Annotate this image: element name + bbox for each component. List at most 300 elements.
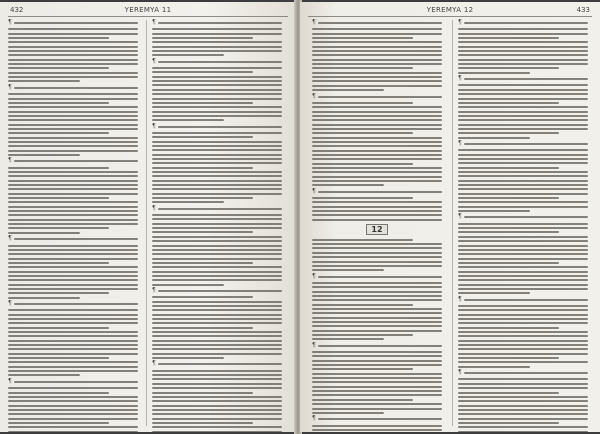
text-line (458, 431, 588, 432)
text-line (312, 54, 442, 56)
paragraph-start (458, 20, 588, 26)
text-line (458, 292, 530, 294)
text-line (8, 331, 138, 333)
text-line (8, 374, 80, 376)
text-line (318, 418, 442, 420)
text-line (312, 28, 442, 30)
text-line (318, 345, 442, 347)
text-line (458, 318, 588, 320)
text-line (458, 54, 588, 56)
text-line (458, 67, 559, 69)
text-line (8, 249, 138, 251)
text-line (464, 299, 588, 301)
text-line (8, 223, 138, 225)
text-line (312, 176, 442, 178)
text-line (458, 102, 559, 104)
pilcrow-icon: ¶ (152, 360, 156, 368)
text-line (14, 381, 138, 383)
paragraph-start (312, 20, 442, 26)
text-line (152, 357, 224, 359)
text-line (312, 46, 442, 48)
text-line (458, 413, 588, 415)
text-line (458, 240, 588, 242)
text-line (8, 188, 138, 190)
text-line (312, 145, 442, 147)
pilcrow-icon: ¶ (312, 272, 316, 280)
text-line (458, 206, 588, 208)
text-line (318, 22, 442, 24)
text-line (312, 373, 442, 375)
text-line (152, 344, 282, 346)
text-line (312, 115, 442, 117)
text-line (152, 314, 282, 316)
text-line (312, 425, 442, 427)
text-line (318, 96, 442, 98)
text-line (8, 93, 138, 95)
text-line (312, 386, 442, 388)
text-line (152, 305, 282, 307)
text-line (312, 197, 413, 199)
text-line (458, 119, 588, 121)
text-line (8, 418, 138, 420)
text-line (8, 309, 138, 311)
text-line (152, 171, 282, 173)
text-line (312, 403, 442, 405)
text-line (152, 318, 282, 320)
text-line (8, 297, 80, 299)
text-line (312, 63, 442, 65)
text-line (152, 236, 282, 238)
pilcrow-icon: ¶ (458, 139, 462, 147)
text-line (312, 325, 442, 327)
text-line (8, 344, 138, 346)
text-line (158, 22, 282, 24)
paragraph-start (458, 214, 588, 220)
text-line (458, 279, 588, 281)
text-line (8, 327, 109, 329)
pilcrow-icon: ¶ (8, 299, 12, 307)
text-line (152, 37, 253, 39)
text-line (312, 106, 442, 108)
text-line (8, 201, 138, 203)
text-line (152, 71, 253, 73)
text-line (312, 76, 442, 78)
text-line (8, 357, 109, 359)
text-line (152, 322, 282, 324)
text-line (312, 72, 442, 74)
text-line (152, 340, 282, 342)
text-line (152, 50, 282, 52)
text-line (8, 76, 138, 78)
text-line (152, 136, 253, 138)
text-line (8, 288, 138, 290)
text-line (152, 141, 282, 143)
text-line (312, 377, 442, 379)
paragraph-start (312, 343, 442, 349)
text-line (312, 252, 442, 254)
text-line (152, 275, 282, 277)
text-line (158, 61, 282, 63)
text-line (458, 305, 588, 307)
text-line (152, 431, 282, 432)
text-line (312, 269, 384, 271)
text-line (152, 180, 282, 182)
text-line (458, 111, 588, 113)
text-line (8, 422, 109, 424)
text-line (8, 206, 138, 208)
text-line (8, 253, 138, 255)
paragraph-start (312, 94, 442, 100)
paragraph-start (8, 85, 138, 91)
text-line (158, 208, 282, 210)
paragraph-start (458, 141, 588, 147)
text-line (312, 394, 442, 396)
text-line (458, 275, 588, 277)
text-line (312, 163, 413, 165)
text-line (8, 214, 138, 216)
pilcrow-icon: ¶ (8, 83, 12, 91)
text-line (152, 197, 253, 199)
text-line (312, 282, 442, 284)
text-line (458, 201, 588, 203)
pilcrow-icon: ¶ (312, 187, 316, 195)
text-line (8, 171, 138, 173)
text-line (318, 276, 442, 278)
right-running-head: YEREMYA 12 (426, 6, 474, 14)
pilcrow-icon: ¶ (8, 19, 12, 26)
text-line (312, 239, 413, 241)
text-line (312, 41, 442, 43)
text-line (8, 184, 138, 186)
text-line (152, 396, 282, 398)
text-line (152, 296, 253, 298)
text-line (8, 50, 138, 52)
text-line (152, 413, 282, 415)
left-page-header (10, 6, 286, 16)
text-line (152, 67, 282, 69)
text-line (8, 46, 138, 48)
text-line (8, 396, 138, 398)
text-line (312, 265, 442, 267)
text-line (8, 59, 138, 61)
text-line (152, 353, 282, 355)
text-line (152, 154, 282, 156)
text-line (312, 210, 442, 212)
text-line (8, 271, 138, 273)
text-line (152, 93, 282, 95)
pilcrow-icon: ¶ (152, 286, 156, 294)
text-line (458, 63, 588, 65)
text-line (8, 106, 138, 108)
pilcrow-icon: ¶ (458, 295, 462, 303)
text-line (8, 292, 109, 294)
text-line (458, 167, 559, 169)
text-line (458, 418, 588, 420)
text-line (8, 392, 109, 394)
text-line (458, 284, 588, 286)
text-line (458, 262, 559, 264)
text-line (152, 28, 282, 30)
text-line (312, 261, 442, 263)
text-line (152, 301, 282, 303)
text-line (8, 314, 138, 316)
text-line (458, 236, 588, 238)
text-line (8, 413, 138, 415)
text-line (152, 84, 282, 86)
text-line (14, 87, 138, 89)
text-line (152, 374, 282, 376)
text-line (312, 291, 442, 293)
text-line (458, 46, 588, 48)
text-line (458, 348, 588, 350)
text-line (8, 335, 138, 337)
left-running-head: YEREMYA 11 (124, 6, 172, 14)
text-line (8, 167, 109, 169)
text-line (152, 76, 282, 78)
text-line (152, 149, 282, 151)
text-line (152, 162, 282, 164)
paragraph-start (458, 370, 588, 376)
text-line (152, 102, 253, 104)
text-line (152, 33, 282, 35)
text-line (152, 231, 253, 233)
text-line (312, 85, 442, 87)
text-line (318, 191, 442, 193)
text-line (312, 399, 413, 401)
text-line (8, 132, 109, 134)
text-line (458, 253, 588, 255)
paragraph-start (8, 379, 138, 385)
text-line (458, 84, 588, 86)
text-line (8, 340, 138, 342)
text-line (8, 245, 138, 247)
text-line (458, 41, 588, 43)
text-line (312, 184, 384, 186)
text-line (312, 206, 442, 208)
paragraph-start (152, 59, 282, 65)
text-line (312, 150, 442, 152)
text-line (8, 67, 109, 69)
text-line (152, 98, 282, 100)
text-line (458, 175, 588, 177)
text-line (458, 340, 588, 342)
text-line (8, 262, 109, 264)
text-line (152, 218, 282, 220)
text-line (458, 197, 559, 199)
text-line (458, 158, 588, 160)
left-column-divider (146, 20, 147, 426)
text-line (458, 37, 559, 39)
paragraph-start (152, 361, 282, 367)
pilcrow-icon: ¶ (458, 369, 462, 377)
text-line (152, 258, 282, 260)
text-line (312, 37, 413, 39)
text-line (312, 321, 442, 323)
text-line (8, 150, 138, 152)
text-line (458, 132, 559, 134)
text-line (152, 214, 282, 216)
text-line (152, 167, 253, 169)
text-line (312, 412, 384, 414)
text-line (158, 363, 282, 365)
text-line (8, 28, 138, 30)
text-line (312, 381, 442, 383)
pilcrow-icon: ¶ (312, 19, 316, 26)
text-line (458, 128, 588, 130)
text-line (8, 366, 138, 368)
text-line (458, 33, 588, 35)
text-line (152, 245, 282, 247)
text-line (312, 408, 442, 410)
text-line (152, 405, 282, 407)
text-line (152, 262, 253, 264)
paragraph-start (8, 20, 138, 26)
pilcrow-icon: ¶ (8, 157, 12, 165)
text-line (458, 405, 588, 407)
text-line (152, 193, 282, 195)
text-line (14, 303, 138, 305)
text-line (312, 119, 442, 121)
text-line (458, 409, 588, 411)
text-line (312, 89, 384, 91)
paragraph-start (458, 297, 588, 303)
text-line (458, 93, 588, 95)
text-line (458, 188, 588, 190)
text-line (14, 22, 138, 24)
text-line (312, 67, 413, 69)
text-line (312, 80, 442, 82)
text-line (152, 158, 282, 160)
paragraph-start (312, 416, 442, 422)
text-line (8, 400, 138, 402)
text-line (8, 431, 138, 432)
text-line (152, 335, 282, 337)
right-page-header (310, 6, 590, 16)
text-line (312, 364, 442, 366)
text-line (8, 353, 138, 355)
text-line (458, 400, 588, 402)
text-line (152, 184, 282, 186)
text-line (158, 290, 282, 292)
text-line (312, 429, 442, 431)
text-line (312, 286, 442, 288)
text-line (152, 223, 282, 225)
paragraph-start (8, 236, 138, 242)
text-line (312, 355, 442, 357)
paragraph-start (152, 124, 282, 130)
text-line (312, 214, 442, 216)
text-line (8, 405, 138, 407)
text-line (8, 102, 109, 104)
text-line (458, 383, 588, 385)
text-line (152, 409, 282, 411)
pilcrow-icon: ¶ (152, 57, 156, 65)
right-column-divider (452, 20, 453, 426)
text-line (152, 266, 282, 268)
text-line (8, 128, 138, 130)
text-line (8, 426, 138, 428)
text-line (312, 351, 442, 353)
text-line (152, 348, 282, 350)
text-line (8, 409, 138, 411)
text-line (152, 284, 224, 286)
text-line (152, 418, 282, 420)
text-line (458, 322, 588, 324)
text-line (458, 231, 559, 233)
text-line (458, 344, 588, 346)
text-line (458, 271, 588, 273)
text-line (8, 154, 80, 156)
text-line (8, 54, 138, 56)
text-line (152, 253, 282, 255)
text-line (158, 126, 282, 128)
text-line (8, 193, 138, 195)
pilcrow-icon: ¶ (458, 19, 462, 26)
text-line (312, 158, 442, 160)
text-line (152, 201, 224, 203)
right-header-rule (308, 16, 592, 17)
text-line (152, 46, 282, 48)
text-line (152, 249, 282, 251)
text-line (8, 318, 138, 320)
pilcrow-icon: ¶ (458, 75, 462, 83)
text-line (152, 331, 282, 333)
text-line (152, 240, 282, 242)
text-line (458, 396, 588, 398)
text-line (8, 227, 109, 229)
text-line (152, 80, 282, 82)
right-page (300, 2, 600, 432)
text-line (458, 258, 588, 260)
text-line (312, 247, 442, 249)
right-page-column-1 (312, 20, 442, 426)
text-line (458, 227, 588, 229)
text-line (458, 249, 588, 251)
text-line (458, 245, 588, 247)
text-line (312, 368, 413, 370)
left-page-column-2 (152, 20, 282, 426)
text-line (152, 327, 253, 329)
text-line (8, 137, 138, 139)
text-line (8, 41, 138, 43)
text-line (458, 124, 588, 126)
text-line (458, 422, 559, 424)
text-line (458, 223, 588, 225)
text-line (458, 353, 588, 355)
text-line (312, 390, 442, 392)
text-line (312, 334, 413, 336)
text-line (312, 50, 442, 52)
text-line (312, 132, 413, 134)
text-line (8, 119, 138, 121)
text-line (8, 275, 138, 277)
text-line (464, 216, 588, 218)
text-line (8, 387, 138, 389)
text-line (312, 295, 442, 297)
text-line (458, 426, 588, 428)
paragraph-start (152, 288, 282, 294)
text-line (458, 193, 588, 195)
text-line (464, 78, 588, 80)
pilcrow-icon: ¶ (312, 415, 316, 423)
text-line (458, 378, 588, 380)
text-line (8, 141, 138, 143)
text-line (312, 360, 442, 362)
text-line (8, 197, 109, 199)
pilcrow-icon: ¶ (458, 213, 462, 221)
text-line (312, 308, 442, 310)
pilcrow-icon: ¶ (152, 19, 156, 26)
